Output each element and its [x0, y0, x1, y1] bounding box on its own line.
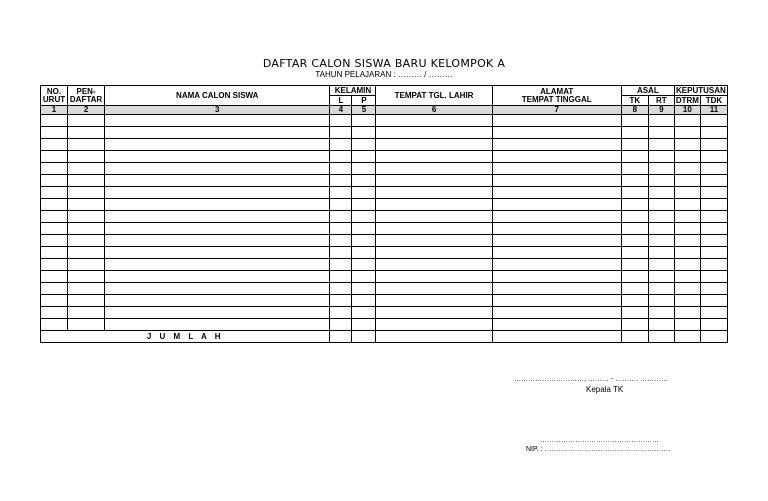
- entry-cell: [352, 151, 376, 163]
- table-row: [41, 187, 728, 199]
- entry-cell: [621, 295, 648, 307]
- entry-cell: [648, 247, 674, 259]
- entry-cell: [648, 151, 674, 163]
- entry-cell: [492, 271, 621, 283]
- entry-cell: [330, 259, 352, 271]
- table-row: [41, 115, 728, 127]
- entry-cell: [376, 223, 492, 235]
- entry-cell: [700, 151, 727, 163]
- entry-cell: [376, 211, 492, 223]
- entry-cell: [621, 271, 648, 283]
- entry-cell: [648, 271, 674, 283]
- entry-cell: [105, 175, 330, 187]
- entry-cell: [376, 319, 492, 331]
- entry-cell: [41, 235, 68, 247]
- entry-cell: [41, 271, 68, 283]
- entry-cell: [352, 235, 376, 247]
- entry-cell: [68, 319, 105, 331]
- table-row: [41, 139, 728, 151]
- table-row: [41, 307, 728, 319]
- entry-cell: [330, 127, 352, 139]
- entry-cell: [376, 187, 492, 199]
- entry-cell: [621, 235, 648, 247]
- entry-cell: [700, 307, 727, 319]
- entry-cell: [621, 151, 648, 163]
- entry-cell: [648, 127, 674, 139]
- entry-cell: [648, 283, 674, 295]
- entry-cell: [68, 223, 105, 235]
- entry-cell: [68, 175, 105, 187]
- entry-cell: [674, 187, 700, 199]
- column-number: 10: [674, 106, 700, 115]
- entry-cell: [648, 223, 674, 235]
- entry-cell: [376, 127, 492, 139]
- entry-cell: [700, 199, 727, 211]
- entry-cell: [674, 295, 700, 307]
- column-number: 8: [621, 106, 648, 115]
- entry-cell: [648, 187, 674, 199]
- entry-cell: [700, 211, 727, 223]
- entry-cell: [492, 283, 621, 295]
- entry-cell: [105, 199, 330, 211]
- table-row: [41, 283, 728, 295]
- entry-cell: [492, 223, 621, 235]
- table-row: [41, 235, 728, 247]
- entry-cell: [330, 211, 352, 223]
- total-cell: [492, 331, 621, 343]
- entry-cell: [621, 319, 648, 331]
- entry-cell: [492, 127, 621, 139]
- total-cell: [352, 331, 376, 343]
- entry-cell: [376, 295, 492, 307]
- entry-cell: [492, 319, 621, 331]
- entry-cell: [492, 151, 621, 163]
- entry-cell: [41, 319, 68, 331]
- entry-cell: [105, 271, 330, 283]
- col-header-asal: ASAL: [621, 86, 674, 96]
- entry-cell: [68, 247, 105, 259]
- column-number-row: [41, 106, 728, 115]
- table-row: [41, 271, 728, 283]
- entry-cell: [105, 187, 330, 199]
- entry-cell: [674, 211, 700, 223]
- entry-cell: [105, 127, 330, 139]
- col-header-kelamin: KELAMIN: [330, 86, 376, 96]
- entry-cell: [621, 307, 648, 319]
- entry-cell: [105, 307, 330, 319]
- entry-cell: [376, 283, 492, 295]
- entry-cell: [700, 115, 727, 127]
- entry-cell: [648, 295, 674, 307]
- entry-cell: [105, 163, 330, 175]
- entry-cell: [621, 163, 648, 175]
- table-row: [41, 211, 728, 223]
- entry-cell: [674, 235, 700, 247]
- entry-cell: [105, 235, 330, 247]
- column-number: 3: [105, 106, 330, 115]
- col-header-asal-tk: TK: [621, 96, 648, 106]
- signatory-nip: NIP. : ………………………………………………: [526, 446, 671, 453]
- entry-cell: [330, 187, 352, 199]
- col-header-tempat-tgl-lahir: TEMPAT TGL. LAHIR: [376, 86, 492, 106]
- col-header-keputusan-tdk: TDK: [700, 96, 727, 106]
- entry-cell: [330, 151, 352, 163]
- entry-cell: [376, 115, 492, 127]
- entry-cell: [700, 163, 727, 175]
- entry-cell: [352, 139, 376, 151]
- entry-cell: [330, 307, 352, 319]
- entry-cell: [105, 223, 330, 235]
- entry-cell: [700, 223, 727, 235]
- total-cell: [648, 331, 674, 343]
- column-number: 9: [648, 106, 674, 115]
- entry-cell: [105, 283, 330, 295]
- table-row: [41, 127, 728, 139]
- entry-cell: [492, 235, 621, 247]
- entry-cell: [68, 199, 105, 211]
- entry-cell: [105, 151, 330, 163]
- total-cell: [621, 331, 648, 343]
- entry-cell: [621, 247, 648, 259]
- entry-cell: [621, 115, 648, 127]
- entry-cell: [330, 283, 352, 295]
- entry-cell: [352, 199, 376, 211]
- entry-cell: [648, 211, 674, 223]
- entry-cell: [105, 247, 330, 259]
- entry-cell: [674, 223, 700, 235]
- table-row: [41, 163, 728, 175]
- entry-cell: [376, 259, 492, 271]
- entry-cell: [41, 247, 68, 259]
- entry-cell: [700, 319, 727, 331]
- entry-cell: [674, 283, 700, 295]
- entry-cell: [700, 259, 727, 271]
- entry-cell: [648, 175, 674, 187]
- total-cell: [376, 331, 492, 343]
- entry-cell: [700, 247, 727, 259]
- entry-cell: [376, 139, 492, 151]
- entry-cell: [492, 187, 621, 199]
- col-header-alamat: ALAMAT TEMPAT TINGGAL: [492, 86, 621, 106]
- entry-cell: [68, 295, 105, 307]
- entry-cell: [674, 115, 700, 127]
- col-header-keputusan: KEPUTUSAN: [676, 85, 726, 95]
- entry-cell: [352, 307, 376, 319]
- entry-cell: [352, 115, 376, 127]
- table-row: [41, 151, 728, 163]
- entry-cell: [700, 235, 727, 247]
- entry-cell: [105, 319, 330, 331]
- entry-cell: [330, 319, 352, 331]
- entry-cell: [68, 139, 105, 151]
- entry-cell: [352, 127, 376, 139]
- entry-cell: [648, 259, 674, 271]
- entry-cell: [700, 283, 727, 295]
- entry-cell: [41, 307, 68, 319]
- entry-cell: [674, 271, 700, 283]
- entry-cell: [700, 187, 727, 199]
- entry-cell: [352, 187, 376, 199]
- entry-cell: [648, 163, 674, 175]
- entry-cell: [621, 211, 648, 223]
- entry-cell: [674, 259, 700, 271]
- entry-cell: [352, 223, 376, 235]
- entry-cell: [376, 175, 492, 187]
- entry-cell: [68, 127, 105, 139]
- entry-cell: [674, 199, 700, 211]
- col-header-asal-rt: RT: [648, 96, 674, 106]
- entry-cell: [700, 295, 727, 307]
- entry-cell: [105, 259, 330, 271]
- entry-cell: [68, 235, 105, 247]
- entry-cell: [648, 235, 674, 247]
- entry-cell: [330, 271, 352, 283]
- entry-cell: [330, 163, 352, 175]
- entry-cell: [376, 235, 492, 247]
- entry-cell: [621, 139, 648, 151]
- col-header-kelamin-l: L: [330, 96, 352, 106]
- entry-cell: [700, 127, 727, 139]
- entry-cell: [68, 115, 105, 127]
- entry-cell: [330, 139, 352, 151]
- entry-cell: [105, 211, 330, 223]
- total-cell: [700, 331, 727, 343]
- entry-cell: [41, 199, 68, 211]
- column-number: 2: [68, 106, 105, 115]
- entry-cell: [68, 283, 105, 295]
- entry-cell: [621, 283, 648, 295]
- entry-cell: [492, 175, 621, 187]
- column-number: 11: [700, 106, 727, 115]
- entry-cell: [68, 151, 105, 163]
- entry-cell: [41, 259, 68, 271]
- entry-cell: [352, 295, 376, 307]
- col-header-kelamin-p: P: [352, 96, 376, 106]
- entry-cell: [68, 307, 105, 319]
- col-header-no-urut: NO. URUT: [41, 86, 68, 106]
- total-cell: [330, 331, 352, 343]
- entry-cell: [330, 223, 352, 235]
- entry-cell: [700, 139, 727, 151]
- entry-cell: [492, 259, 621, 271]
- entry-cell: [376, 163, 492, 175]
- entry-cell: [648, 319, 674, 331]
- table-row: [41, 319, 728, 331]
- col-header-keputusan-dtrm: DTRM: [675, 95, 699, 105]
- register-body: [41, 115, 728, 331]
- total-label: J U M L A H: [41, 331, 330, 343]
- entry-cell: [648, 307, 674, 319]
- entry-cell: [352, 259, 376, 271]
- column-number: 5: [352, 106, 376, 115]
- entry-cell: [674, 247, 700, 259]
- table-row: [41, 223, 728, 235]
- entry-cell: [41, 223, 68, 235]
- entry-cell: [68, 211, 105, 223]
- entry-cell: [41, 295, 68, 307]
- entry-cell: [41, 211, 68, 223]
- entry-cell: [621, 175, 648, 187]
- entry-cell: [352, 271, 376, 283]
- entry-cell: [648, 115, 674, 127]
- entry-cell: [492, 115, 621, 127]
- entry-cell: [105, 139, 330, 151]
- entry-cell: [621, 127, 648, 139]
- academic-year-line: TAHUN PELAJARAN : ……… / ………: [315, 70, 453, 79]
- entry-cell: [41, 139, 68, 151]
- entry-cell: [376, 271, 492, 283]
- entry-cell: [492, 211, 621, 223]
- entry-cell: [352, 211, 376, 223]
- table-row: [41, 295, 728, 307]
- entry-cell: [621, 187, 648, 199]
- entry-cell: [674, 127, 700, 139]
- table-row: [41, 175, 728, 187]
- entry-cell: [330, 295, 352, 307]
- entry-cell: [376, 247, 492, 259]
- entry-cell: [674, 163, 700, 175]
- entry-cell: [330, 175, 352, 187]
- entry-cell: [352, 283, 376, 295]
- entry-cell: [492, 295, 621, 307]
- entry-cell: [41, 151, 68, 163]
- applicant-register-table: [40, 85, 728, 343]
- entry-cell: [68, 271, 105, 283]
- entry-cell: [621, 259, 648, 271]
- entry-cell: [648, 139, 674, 151]
- entry-cell: [330, 115, 352, 127]
- entry-cell: [68, 187, 105, 199]
- signatory-name-line: ……………………………………………: [540, 437, 659, 444]
- entry-cell: [68, 163, 105, 175]
- signatory-role: Kepala TK: [586, 385, 624, 394]
- entry-cell: [492, 163, 621, 175]
- entry-cell: [674, 319, 700, 331]
- entry-cell: [492, 247, 621, 259]
- entry-cell: [376, 199, 492, 211]
- entry-cell: [492, 139, 621, 151]
- entry-cell: [330, 199, 352, 211]
- entry-cell: [41, 175, 68, 187]
- entry-cell: [621, 199, 648, 211]
- document-title: DAFTAR CALON SISWA BARU KELOMPOK A: [262, 57, 506, 70]
- entry-cell: [648, 199, 674, 211]
- entry-cell: [674, 307, 700, 319]
- table-row: [41, 259, 728, 271]
- entry-cell: [105, 115, 330, 127]
- entry-cell: [621, 223, 648, 235]
- entry-cell: [700, 271, 727, 283]
- entry-cell: [330, 235, 352, 247]
- entry-cell: [352, 247, 376, 259]
- column-number: 7: [492, 106, 621, 115]
- entry-cell: [330, 247, 352, 259]
- col-header-pendaftar: PEN- DAFTAR: [68, 86, 105, 106]
- entry-cell: [376, 307, 492, 319]
- entry-cell: [492, 199, 621, 211]
- entry-cell: [41, 127, 68, 139]
- entry-cell: [352, 319, 376, 331]
- table-row: [41, 247, 728, 259]
- total-cell: [674, 331, 700, 343]
- table-row: [41, 199, 728, 211]
- entry-cell: [700, 175, 727, 187]
- entry-cell: [492, 307, 621, 319]
- entry-cell: [41, 115, 68, 127]
- entry-cell: [41, 163, 68, 175]
- entry-cell: [376, 151, 492, 163]
- entry-cell: [105, 295, 330, 307]
- entry-cell: [68, 259, 105, 271]
- place-date-line: …………………………, ……… - ………. …………: [514, 376, 668, 383]
- column-number: 1: [41, 106, 68, 115]
- entry-cell: [352, 163, 376, 175]
- entry-cell: [41, 187, 68, 199]
- column-number: 4: [330, 106, 352, 115]
- entry-cell: [674, 139, 700, 151]
- entry-cell: [674, 151, 700, 163]
- column-number: 6: [376, 106, 492, 115]
- entry-cell: [352, 175, 376, 187]
- entry-cell: [41, 283, 68, 295]
- col-header-nama-calon-siswa: NAMA CALON SISWA: [105, 86, 330, 106]
- entry-cell: [674, 175, 700, 187]
- total-row: [41, 331, 728, 343]
